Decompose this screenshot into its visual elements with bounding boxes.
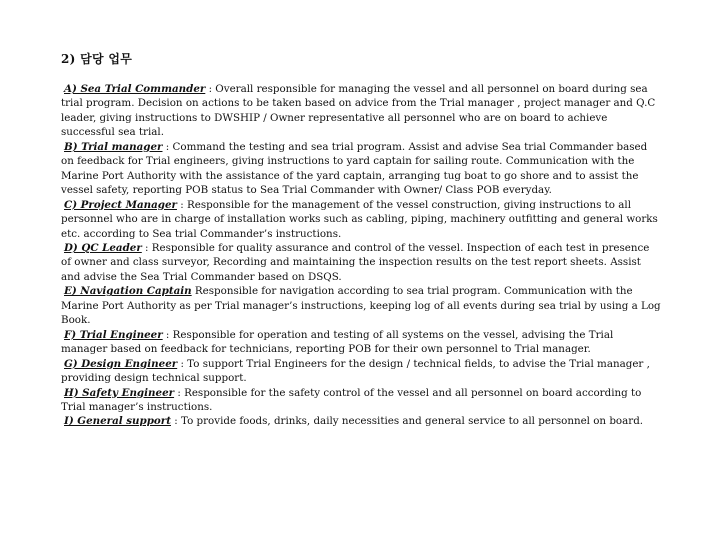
role-description: : Overall responsible for managing the vessel and all personnel on board during sea trial program. Decision on actions to be taken based on advice from the Trial manager , project manager and Q.C leader, giving instructions to DWSHIP / Owner representative all personnel who are on board to achieve successful sea trial. — [61, 83, 656, 139]
role-description: Responsible for navigation according to sea trial program. Communication with the Marine Port Authority as per Trial manager’s instructions, keeping log of all events during sea trial by using a Log Book. — [61, 285, 661, 327]
role-description: : Responsible for the management of the vessel construction, giving instructions to all personnel who are in charge of installation works such as cabling, piping, machinery outfitting and general works etc. according to Sea trial Commander’s instructions. — [61, 198, 658, 240]
role-title: A) Sea Trial Commander — [64, 83, 206, 95]
role-title: D) QC Leader — [64, 241, 142, 254]
role-navigation-captain — [61, 284, 661, 327]
role-trial-engineer — [61, 328, 661, 357]
role-title: F) Trial Engineer — [64, 328, 163, 341]
role-title: C) Project Manager — [64, 198, 177, 211]
role-description: : Command the testing and sea trial program. Assist and advise Sea trial Commander based on feedback for Trial engineers, giving instructions to yard captain for sailing route. Communication with the Marine Port Authority with the assistance of the yard captain, arranging tug boat to go shore and to assist the vessel safety, reporting POB status to Sea Trial Commander with Owner/ Class POB everyday. — [61, 140, 648, 197]
role-description: : To provide foods, drinks, daily necessities and general service to all personnel on board. — [170, 415, 644, 428]
role-title: H) Safety Engineer — [64, 386, 175, 399]
role-title: G) Design Engineer — [64, 357, 178, 370]
role-title: B) Trial manager — [64, 140, 163, 153]
role-description: : Responsible for the safety control of the vessel and all personnel on board according to Trial manager’s instructions. — [61, 386, 642, 413]
role-description: : Responsible for operation and testing of all systems on the vessel, advising the Trial manager based on feedback for technicians, reporting POB for their own personnel to Trial manager. — [61, 328, 614, 356]
role-design-engineer — [61, 357, 661, 386]
role-title: I) General support — [64, 415, 171, 428]
role-general-support — [61, 414, 661, 428]
role-title: E) Navigation Captain — [64, 285, 192, 298]
roles-list — [61, 82, 661, 429]
role-trial-manager — [61, 140, 661, 198]
role-description: : Responsible for quality assurance and control of the vessel. Inspection of each test in presence of owner and class surveyor, Recording and maintaining the inspection results on the test report sheets. Assist and advise the Sea Trial Commander based on DSQS. — [61, 241, 650, 283]
role-description: : To support Trial Engineers for the design / technical fields, to advise the Trial manager , providing design technical support. — [61, 357, 650, 385]
role-sea-trial-commander — [61, 82, 661, 140]
section-heading: 2) 담당 업무 — [61, 52, 133, 66]
role-project-manager — [61, 198, 661, 241]
role-safety-engineer — [61, 386, 661, 415]
role-qc-leader — [61, 241, 661, 284]
